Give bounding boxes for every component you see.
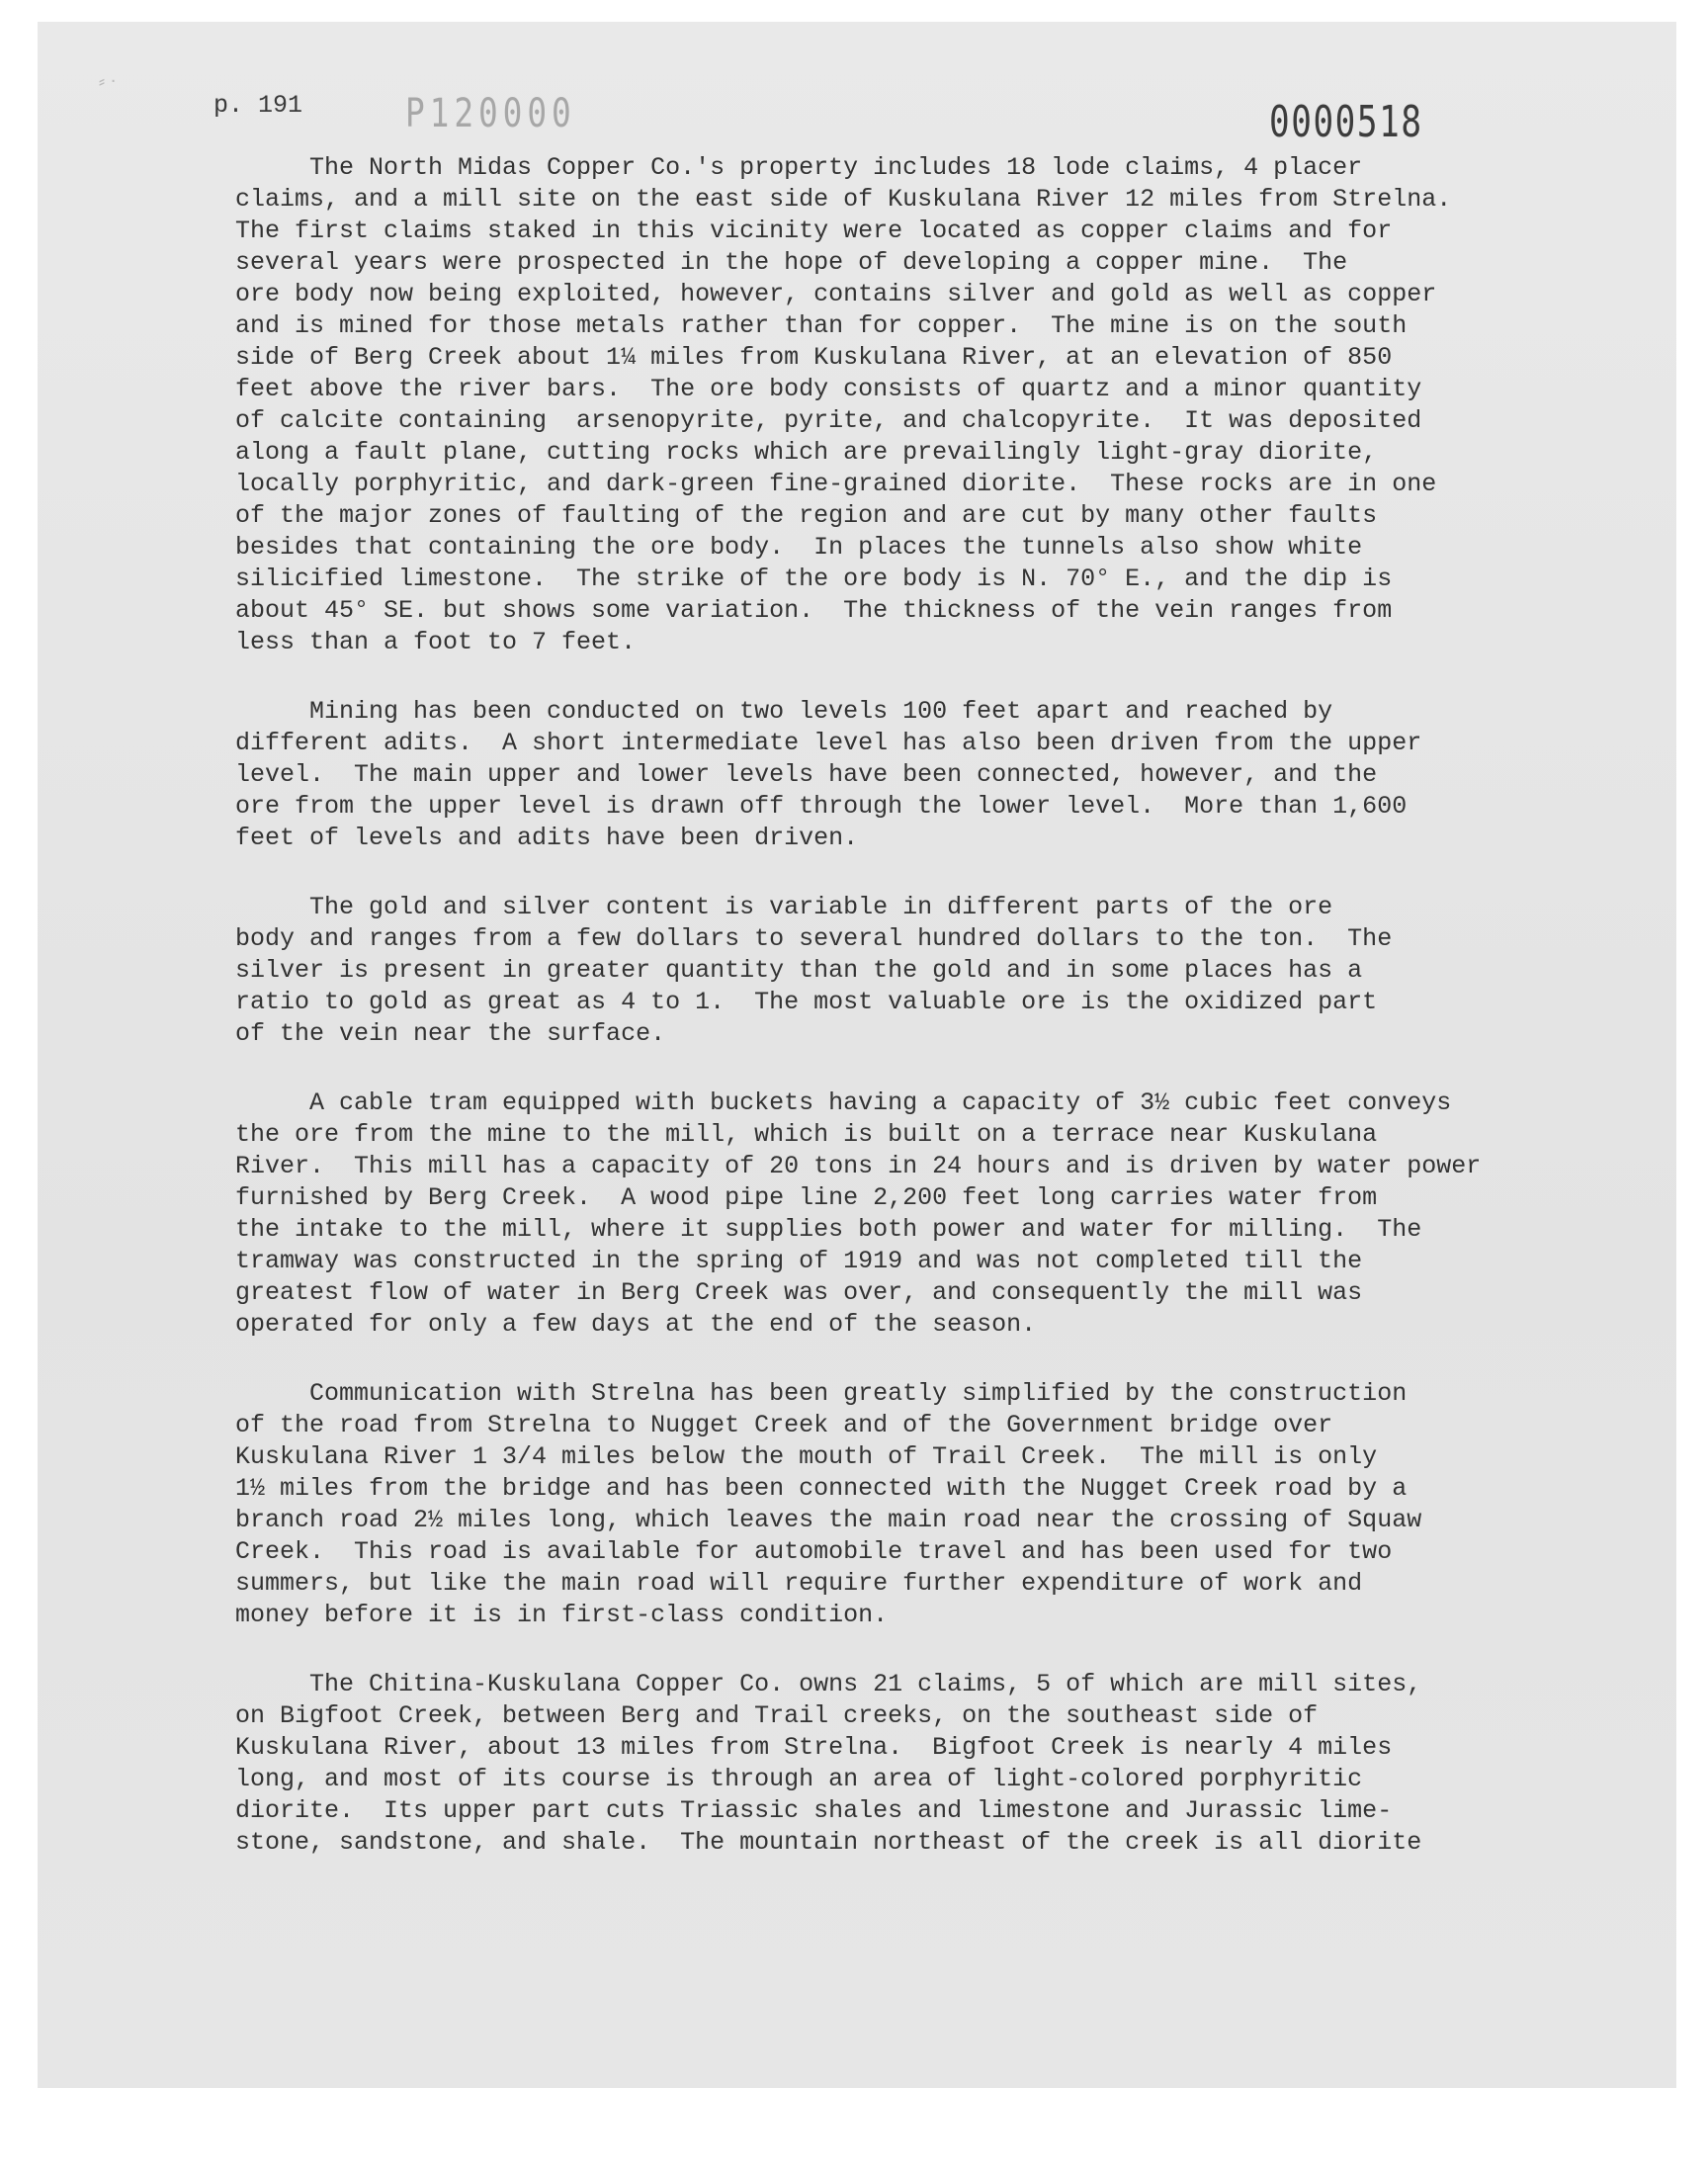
paragraph-north-midas (235, 152, 1639, 658)
text-line: ore body now being exploited, however, contains silver and gold as well as copper (235, 280, 1437, 308)
text-line: ore from the upper level is drawn off through the lower level. More than 1,600 (235, 792, 1408, 821)
text-line: side of Berg Creek about 1¼ miles from Kuskulana River, at an elevation of 850 (235, 343, 1393, 372)
text-line: and is mined for those metals rather than for copper. The mine is on the south (235, 311, 1408, 340)
text-line: feet above the river bars. The ore body consists of quartz and a minor quantity (235, 375, 1422, 403)
faded-stamp-number: P120000 (405, 91, 576, 136)
page-number: p. 191 (214, 91, 303, 120)
text-line: diorite. Its upper part cuts Triassic shales and limestone and Jurassic lime- (235, 1796, 1393, 1825)
paragraph-gold-silver (235, 892, 1639, 1050)
text-line: along a fault plane, cutting rocks which are prevailingly light-gray diorite, (235, 438, 1378, 467)
text-line: summers, but like the main road will require further expenditure of work and (235, 1569, 1363, 1598)
text-line: Kuskulana River 1 3/4 miles below the mouth of Trail Creek. The mill is only (235, 1442, 1378, 1471)
text-line: the ore from the mine to the mill, which is built on a terrace near Kuskulana (235, 1120, 1378, 1149)
text-line: of the major zones of faulting of the region and are cut by many other faults (235, 501, 1378, 530)
paragraph-cable-tram (235, 1088, 1639, 1341)
text-line: several years were prospected in the hope of developing a copper mine. The (235, 248, 1348, 277)
text-line: operated for only a few days at the end of the season. (235, 1310, 1037, 1339)
text-line: claims, and a mill site on the east side of Kuskulana River 12 miles from Strelna. (235, 185, 1452, 214)
text-line: Kuskulana River, about 13 miles from Strelna. Bigfoot Creek is nearly 4 miles (235, 1733, 1393, 1762)
scanned-page (38, 22, 1676, 2088)
text-line: money before it is in first-class condition. (235, 1601, 889, 1629)
text-line: The Chitina-Kuskulana Copper Co. owns 21 claims, 5 of which are mill sites, (235, 1670, 1422, 1698)
text-line: level. The main upper and lower levels have been connected, however, and the (235, 760, 1378, 789)
text-line: A cable tram equipped with buckets having a capacity of 3½ cubic feet conveys (235, 1088, 1452, 1117)
text-line: branch road 2½ miles long, which leaves the main road near the crossing of Squaw (235, 1506, 1422, 1534)
text-line: locally porphyritic, and dark-green fine-grained diorite. These rocks are in one (235, 470, 1437, 498)
text-line: different adits. A short intermediate level has also been driven from the upper (235, 729, 1422, 757)
document-body (235, 152, 1639, 1896)
text-line: 1½ miles from the bridge and has been connected with the Nugget Creek road by a (235, 1474, 1408, 1503)
text-line: Communication with Strelna has been greatly simplified by the construction (235, 1379, 1408, 1408)
text-line: River. This mill has a capacity of 20 tons in 24 hours and is driven by water power (235, 1152, 1482, 1180)
text-line: of the road from Strelna to Nugget Creek and of the Government bridge over (235, 1411, 1333, 1439)
text-line: about 45° SE. but shows some variation. The thickness of the vein ranges from (235, 596, 1393, 625)
text-line: The North Midas Copper Co.'s property includes 18 lode claims, 4 placer (235, 153, 1363, 182)
text-line: body and ranges from a few dollars to several hundred dollars to the ton. The (235, 924, 1393, 953)
text-line: ratio to gold as great as 4 to 1. The most valuable ore is the oxidized part (235, 988, 1378, 1016)
text-line: less than a foot to 7 feet. (235, 628, 637, 656)
corner-smudge: ⸗ · (99, 71, 117, 92)
text-line: silicified limestone. The strike of the ore body is N. 70° E., and the dip is (235, 565, 1393, 593)
text-line: the intake to the mill, where it supplies both power and water for milling. The (235, 1215, 1422, 1244)
text-line: of calcite containing arsenopyrite, pyrite, and chalcopyrite. It was deposited (235, 406, 1422, 435)
text-line: silver is present in greater quantity than the gold and in some places has a (235, 956, 1363, 985)
paragraph-mining-levels (235, 696, 1639, 854)
text-line: of the vein near the surface. (235, 1019, 666, 1048)
text-line: Creek. This road is available for automobile travel and has been used for two (235, 1537, 1393, 1566)
text-line: greatest flow of water in Berg Creek was over, and consequently the mill was (235, 1278, 1363, 1307)
text-line: tramway was constructed in the spring of 1919 and was not completed till the (235, 1247, 1363, 1275)
text-line: The gold and silver content is variable in different parts of the ore (235, 893, 1333, 921)
text-line: The first claims staked in this vicinity were located as copper claims and for (235, 217, 1393, 245)
text-line: long, and most of its course is through an area of light-colored porphyritic (235, 1765, 1363, 1793)
text-line: stone, sandstone, and shale. The mountain northeast of the creek is all diorite (235, 1828, 1422, 1857)
paragraph-communication (235, 1378, 1639, 1631)
text-line: Mining has been conducted on two levels 100 feet apart and reached by (235, 697, 1333, 726)
document-stamp-number: 0000518 (1269, 97, 1423, 147)
text-line: furnished by Berg Creek. A wood pipe line 2,200 feet long carries water from (235, 1183, 1378, 1212)
text-line: feet of levels and adits have been driven. (235, 824, 859, 852)
text-line: besides that containing the ore body. In places the tunnels also show white (235, 533, 1363, 562)
paragraph-chitina-kuskulana (235, 1669, 1639, 1859)
text-line: on Bigfoot Creek, between Berg and Trail creeks, on the southeast side of (235, 1701, 1319, 1730)
